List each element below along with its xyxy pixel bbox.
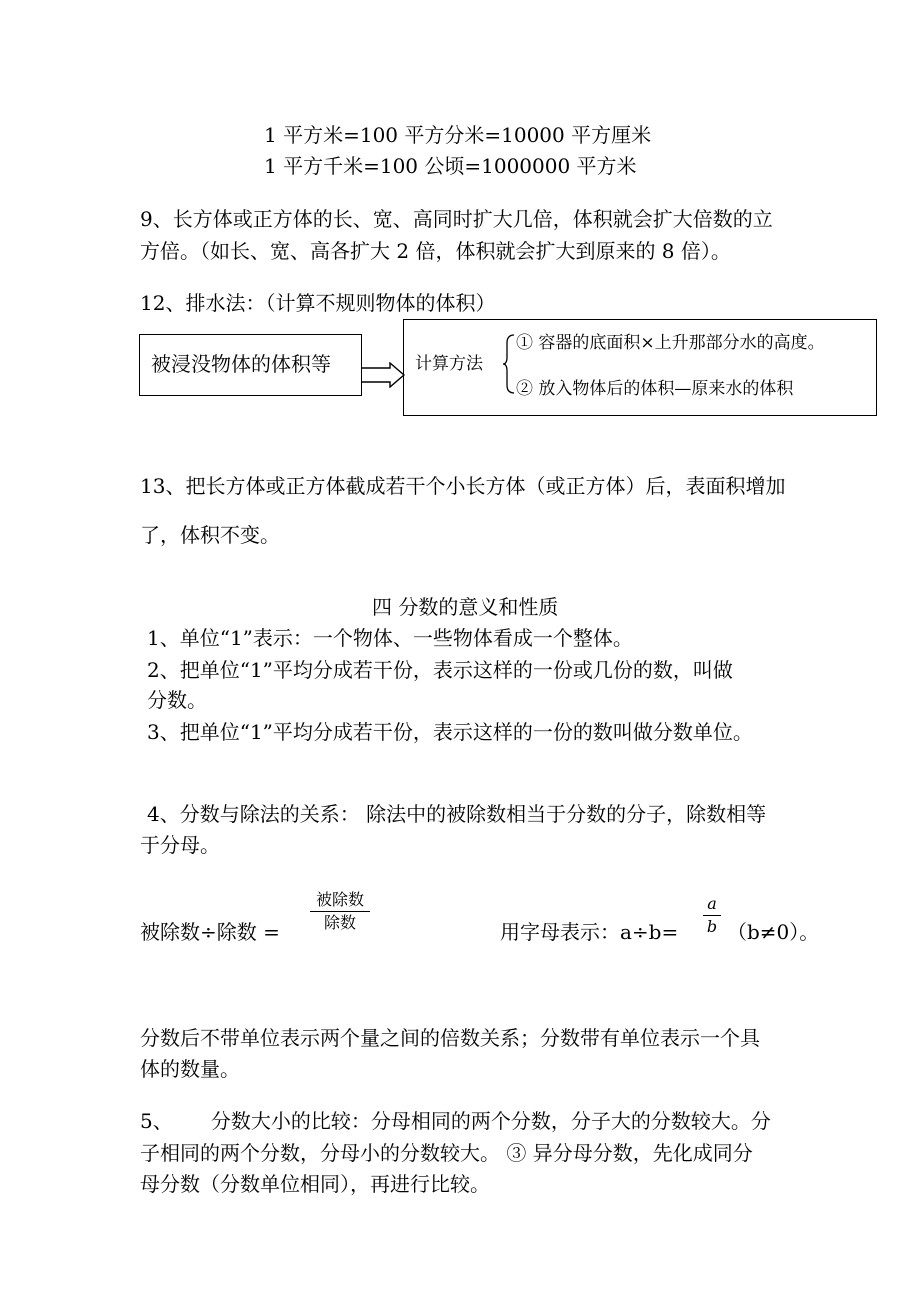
- section4-p1: 1、单位“1”表示：一个物体、一些物体看成一个整体。: [147, 626, 633, 650]
- item5-line-1: 5、 分数大小的比较：分母相同的两个分数，分子大的分数较大。分: [140, 1109, 771, 1133]
- letters-label: 用字母表示：a÷b=: [500, 920, 679, 944]
- section4-p2-line-2: 分数。: [147, 688, 207, 712]
- notes-line-1: 分数后不带单位表示两个量之间的倍数关系；分数带有单位表示一个具: [140, 1026, 760, 1050]
- notes-line-2: 体的数量。: [140, 1057, 240, 1081]
- section4-p4-line-2: 于分母。: [140, 833, 220, 857]
- letters-fraction: [703, 894, 721, 937]
- letters-condition: （b≠0）。: [727, 920, 820, 944]
- displacement-left-box-text: 被浸没物体的体积等: [151, 352, 331, 376]
- area-units-line-1: 1 平方米=100 平方分米=10000 平方厘米: [264, 123, 652, 147]
- double-arrow-icon: [360, 362, 406, 388]
- item5-line-2: 子相同的两个分数，分母小的分数较大。 ③ 异分母分数，先化成同分: [140, 1141, 753, 1165]
- words-fraction: [310, 890, 370, 933]
- item12-heading: 12、排水法：（计算不规则物体的体积）: [140, 291, 496, 315]
- method-1: ① 容器的底面积×上升那部分水的高度。: [516, 333, 825, 353]
- fraction-bar: [703, 915, 721, 916]
- item13-line-1: 13、把长方体或正方体截成若干个小长方体（或正方体）后，表面积增加: [140, 474, 786, 498]
- area-units-line-2: 1 平方千米=100 公顷=1000000 平方米: [264, 154, 637, 178]
- item9-line-2: 方倍。（如长、宽、高各扩大 2 倍，体积就会扩大到原来的 8 倍）。: [140, 239, 731, 263]
- item13-line-2: 了，体积不变。: [140, 523, 280, 547]
- fraction-bar: [310, 911, 370, 912]
- formula-lhs: 被除数÷除数 =: [140, 920, 280, 944]
- item5-line-3: 母分数（分数单位相同），再进行比较。: [140, 1172, 490, 1196]
- method-box: [403, 319, 877, 416]
- method-2: ② 放入物体后的体积—原来水的体积: [516, 379, 794, 399]
- letters-fraction-numerator: a: [707, 894, 717, 913]
- words-fraction-denominator: 除数: [323, 913, 356, 932]
- words-fraction-numerator: 被除数: [315, 890, 364, 909]
- displacement-left-box: [139, 334, 362, 396]
- brace-icon: [502, 333, 516, 395]
- item9-line-1: 9、长方体或正方体的长、宽、高同时扩大几倍，体积就会扩大倍数的立: [140, 207, 773, 231]
- letters-fraction-denominator: b: [706, 917, 718, 936]
- section4-p3: 3、把单位“1”平均分成若干份，表示这样的一份的数叫做分数单位。: [147, 720, 753, 744]
- section4-p4-line-1: 4、分数与除法的关系： 除法中的被除数相当于分数的分子，除数相等: [147, 802, 767, 826]
- method-label: 计算方法: [415, 354, 483, 374]
- section4-title: 四 分数的意义和性质: [372, 595, 559, 619]
- section4-p2-line-1: 2、把单位“1”平均分成若干份，表示这样的一份或几份的数，叫做: [147, 658, 733, 682]
